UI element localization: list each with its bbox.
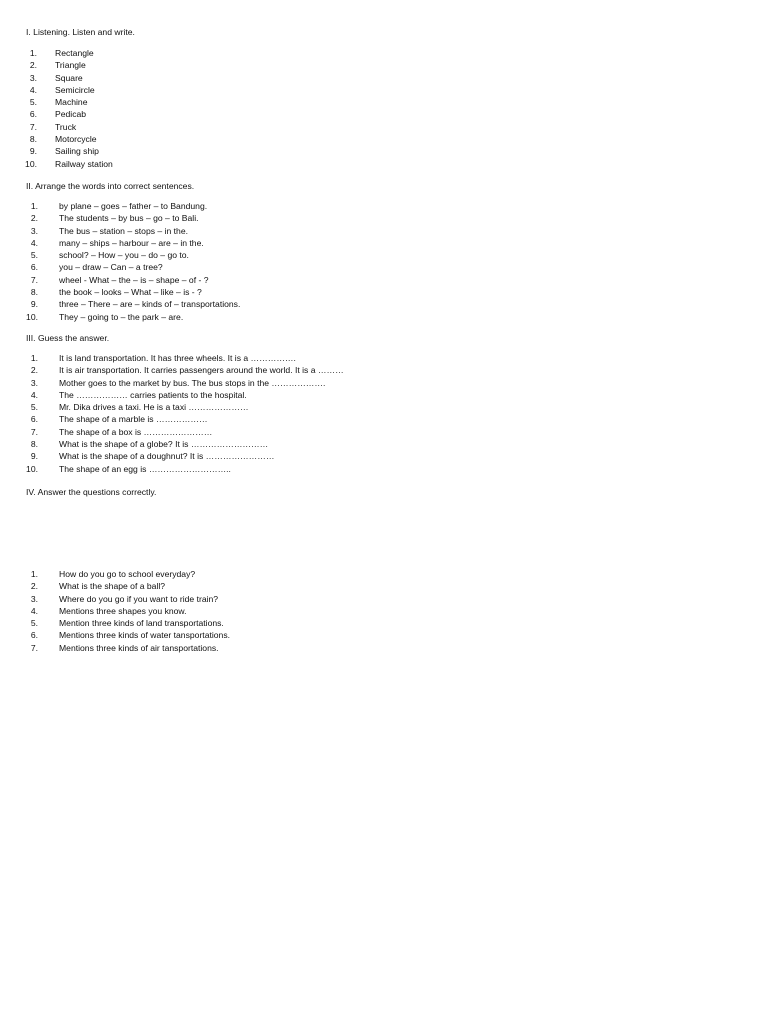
item-number: 5. (30, 618, 38, 629)
item-text: The ……………… carries patients to the hospital. (59, 389, 247, 400)
item-text: Mentions three shapes you know. (59, 605, 187, 616)
item-number: 3. (30, 225, 38, 236)
item-text: Railway station (55, 158, 113, 169)
item-text: Rectangle (55, 48, 94, 58)
item-number: 3. (30, 377, 38, 388)
item-number: 2. (30, 581, 38, 592)
item-text: the book – looks – What – like – is - ? (59, 287, 202, 298)
item-number: 7. (30, 642, 38, 653)
item-number: 4. (30, 237, 38, 248)
item-number: 5. (30, 402, 38, 413)
item-text: The shape of a marble is ……………… (59, 414, 208, 425)
item-number: 7. (30, 426, 38, 437)
item-text: What is the shape of a globe? It is ……………………… (59, 439, 269, 450)
item-text: The bus – station – stops – in the. (59, 225, 188, 236)
item-number: 8. (30, 287, 38, 298)
item-text: How do you go to school everyday? (59, 569, 196, 579)
section-1-heading: I. Listening. Listen and write. (26, 27, 135, 37)
item-number: 1. (30, 201, 38, 211)
item-number: 9. (29, 146, 37, 157)
item-number: 9. (30, 451, 38, 462)
item-text: three – There – are – kinds of – transportations. (59, 299, 241, 310)
item-text: The shape of an egg is ……………………….. (59, 463, 231, 474)
item-text: wheel - What – the – is – shape – of - ? (59, 274, 209, 285)
item-text: Sailing ship (55, 146, 99, 157)
item-number: 2. (29, 60, 37, 71)
item-text: Pedicab (55, 109, 87, 120)
item-text: The shape of a box is …………………… (59, 426, 213, 437)
item-text: Triangle (55, 60, 86, 71)
section-2-heading: II. Arrange the words into correct sentences. (26, 181, 195, 191)
item-text: Semicircle (55, 84, 95, 95)
item-number: 2. (30, 213, 38, 224)
item-number: 1. (29, 48, 37, 58)
item-number: 6. (29, 109, 37, 120)
item-number: 7. (29, 121, 37, 132)
item-number: 5. (30, 250, 38, 261)
item-number: 4. (29, 84, 37, 95)
item-text: Machine (55, 97, 88, 108)
item-text: Mentions three kinds of air tansportations. (59, 642, 219, 653)
item-text: What is the shape of a doughnut? It is …………………… (59, 451, 275, 462)
item-number: 4. (30, 389, 38, 400)
item-number: 5. (29, 97, 37, 108)
item-number: 4. (30, 605, 38, 616)
item-number: 8. (29, 134, 37, 145)
item-number: 3. (29, 72, 37, 83)
item-number: 10. (26, 311, 38, 322)
item-number: 7. (30, 274, 38, 285)
item-text: It is air transportation. It carries passengers around the world. It is a ……… (59, 365, 344, 376)
item-text: Mr. Dika drives a taxi. He is a taxi ………………… (59, 402, 249, 413)
item-number: 9. (30, 299, 38, 310)
item-text: Where do you go if you want to ride train? (59, 593, 219, 604)
item-text: school? – How – you – do – go to. (59, 250, 189, 261)
item-text: Truck (55, 121, 77, 132)
item-text: Motorcycle (55, 134, 97, 145)
item-text: Mention three kinds of land transportations. (59, 618, 224, 629)
item-text: many – ships – harbour – are – in the. (59, 237, 204, 248)
item-text: What is the shape of a ball? (59, 581, 166, 592)
item-text: Square (55, 72, 83, 83)
item-text: by plane – goes – father – to Bandung. (59, 201, 208, 211)
item-text: Mother goes to the market by bus. The bus stops in the ………………. (59, 377, 326, 388)
item-text: It is land transportation. It has three wheels. It is a ……………. (59, 353, 296, 363)
item-number: 2. (30, 365, 38, 376)
section-4-heading: IV. Answer the questions correctly. (26, 487, 157, 497)
item-number: 1. (30, 569, 38, 579)
item-number: 6. (30, 630, 38, 641)
section-3-heading: III. Guess the answer. (26, 333, 110, 343)
item-text: They – going to – the park – are. (59, 311, 184, 322)
item-text: The students – by bus – go – to Bali. (59, 213, 199, 224)
item-number: 10. (26, 463, 38, 474)
item-text: Mentions three kinds of water tansportations. (59, 630, 231, 641)
item-number: 3. (30, 593, 38, 604)
item-number: 10. (25, 158, 37, 169)
item-number: 8. (30, 439, 38, 450)
item-number: 1. (30, 353, 38, 363)
item-text: you – draw – Can – a tree? (59, 262, 163, 273)
item-number: 6. (30, 262, 38, 273)
item-number: 6. (30, 414, 38, 425)
